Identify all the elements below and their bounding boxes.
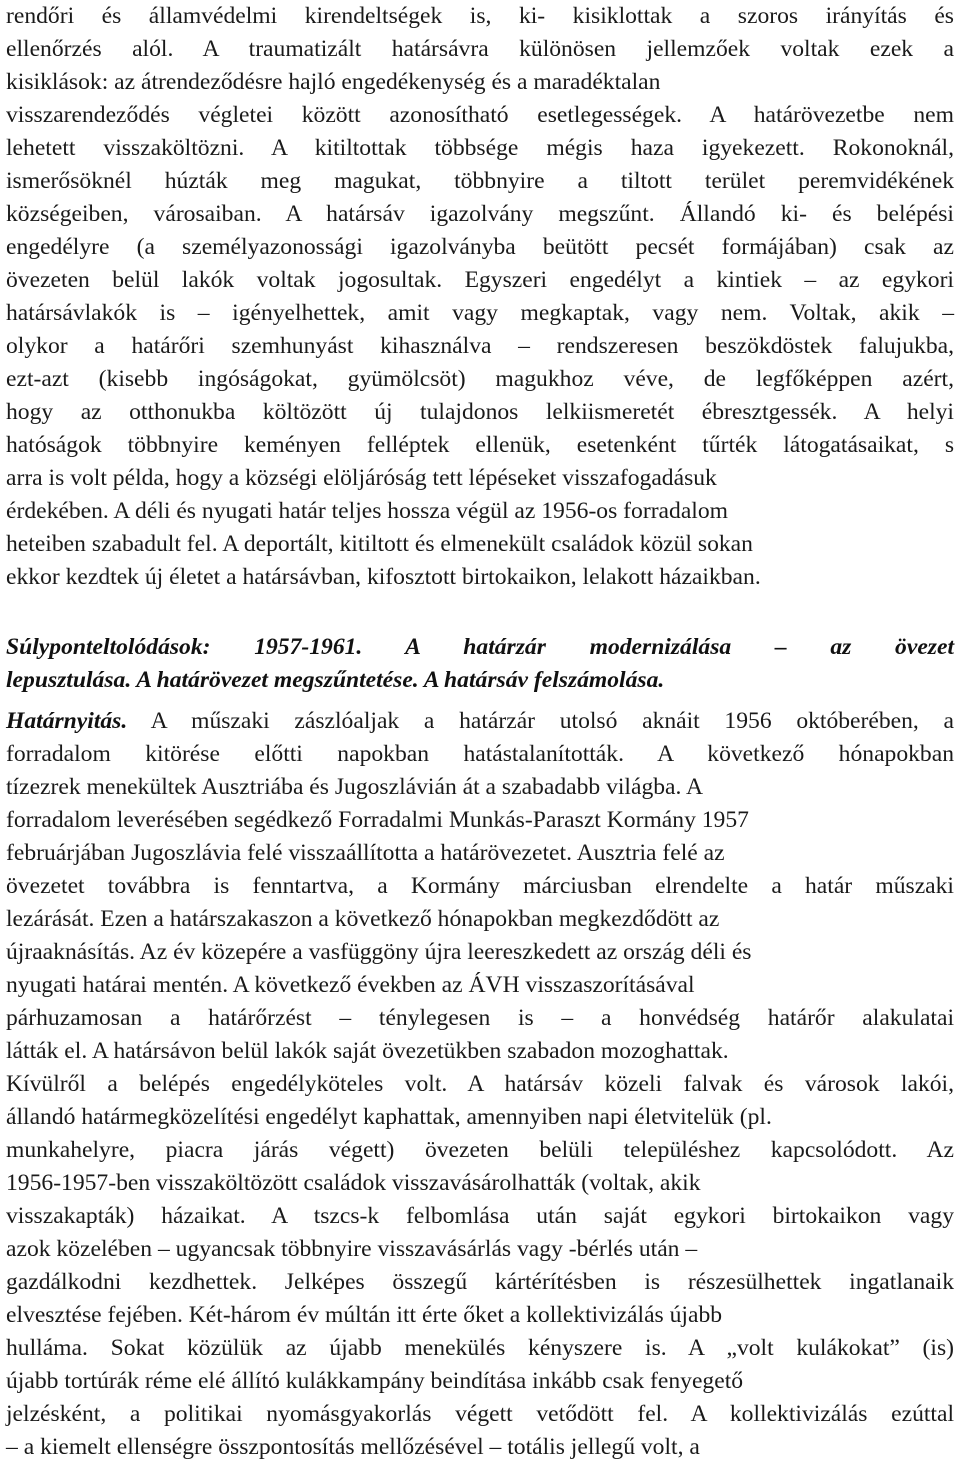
text-span: A műszaki zászlóaljak a határzár utolsó aknáit 1956 októberében, a xyxy=(127,708,954,734)
text-line: gazdálkodni kezdhettek. Jelképes összegű kártérítésben is részesülhettek ingatlanaik xyxy=(6,1269,954,1295)
text-line: övezeten belül lakók voltak jogosultak. Egyszeri engedélyt a kintiek – az egykori xyxy=(6,267,954,293)
text-line: kisiklások: az átrendeződésre hajló engedékenység és a maradéktalan xyxy=(6,69,661,95)
text-line: tízezrek menekültek Ausztriába és Jugoszlávián át a szabadabb világba. A xyxy=(6,774,704,800)
text-line: heteiben szabadult fel. A deportált, kitiltott és elmenekült családok közül sokan xyxy=(6,531,753,557)
text-line: érdekében. A déli és nyugati határ teljes hossza végül az 1956-os forradalom xyxy=(6,498,728,524)
text-line: lehetett visszaköltözni. A kitiltottak többsége mégis haza igyekezett. Rokonoknál, xyxy=(6,135,954,161)
text-line: övezetet továbbra is fenntartva, a Kormány márciusban elrendelte a határ műszaki xyxy=(6,873,954,899)
text-line: nyugati határai mentén. A következő években az ÁVH visszaszorításával xyxy=(6,972,695,998)
text-line: hatóságok többnyire keményen felléptek ellenük, esetenként tűrték látogatásaikat, s xyxy=(6,432,954,458)
text-line: ekkor kezdtek új életet a határsávban, kifosztott birtokaikon, lelakott házaikban. xyxy=(6,564,761,590)
text-line: elvesztése fejében. Két-három év múltán itt érte őket a kollektivizálás újabb xyxy=(6,1302,723,1328)
text-line: engedélyre (a személyazonossági igazolványba beütött pecsét formájában) csak az xyxy=(6,234,954,260)
text-line: azok közelében – ugyancsak többnyire visszavásárlás vagy -bérlés után – xyxy=(6,1236,698,1262)
text-line: lezárását. Ezen a határszakaszon a következő hónapokban megkezdődött az xyxy=(6,906,720,932)
text-line: munkahelyre, piacra járás végett) övezeten belüli településhez kapcsolódott. Az xyxy=(6,1137,954,1163)
text-line xyxy=(6,705,954,738)
text-line: újabb tortúrák réme elé állító kulákkampány beindítása inkább csak fenyegető xyxy=(6,1368,744,1394)
text-line: határsávlakók is – igényelhettek, amit vagy megkaptak, vagy nem. Voltak, akik – xyxy=(6,300,954,326)
text-line: Kívülről a belépés engedélyköteles volt. A határsáv közeli falvak és városok lakói, xyxy=(6,1071,954,1097)
text-line: hulláma. Sokat közülük az újabb menekülés kényszere is. A „volt kulákokat” (is) xyxy=(6,1335,954,1361)
section-heading: lepusztulása. A határövezet megszűntetése. A határsáv felszámolása. xyxy=(6,667,665,693)
text-line: 1956-1957-ben visszaköltözött családok visszavásárolhatták (voltak, akik xyxy=(6,1170,701,1196)
text-line: visszakapták) házaikat. A tszcs-k felbomlása után saját egykori birtokaikon vagy xyxy=(6,1203,954,1229)
text-line: újraaknásítás. Az év közepére a vasfüggöny újra leereszkedett az ország déli és xyxy=(6,939,752,965)
section-heading: Határnyitás. xyxy=(6,708,128,734)
text-line: februárjában Jugoszlávia felé visszaállította a határövezetet. Ausztria felé az xyxy=(6,840,725,866)
text-line: hogy az otthonukba költözött új tulajdonos lelkiismeretét ébresztgessék. A helyi xyxy=(6,399,954,425)
text-line: párhuzamosan a határőrzést – ténylegesen is – a honvédség határőr alakulatai xyxy=(6,1005,954,1031)
text-line: visszarendeződés végletei között azonosítható esetlegességek. A határövezetbe nem xyxy=(6,102,954,128)
text-line: rendőri és államvédelmi kirendeltségek is, ki- kisiklottak a szoros irányítás és xyxy=(6,3,954,29)
text-line: olykor a határőri szemhunyást kihasználva – rendszeresen beszökdöstek falujukba, xyxy=(6,333,954,359)
text-line: ezt-azt (kisebb ingóságokat, gyümölcsöt) magukhoz véve, de legfőképpen azért, xyxy=(6,366,954,392)
text-line: forradalom leverésében segédkező Forradalmi Munkás-Paraszt Kormány 1957 xyxy=(6,807,749,833)
text-line: állandó határmegközelítési engedélyt kaphattak, amennyiben napi életvitelük (pl. xyxy=(6,1104,772,1130)
text-line: látták el. A határsávon belül lakók saját övezetükben szabadon mozoghattak. xyxy=(6,1038,729,1064)
text-line: ismerősöknél húzták meg magukat, többnyire a tiltott terület peremvidékének xyxy=(6,168,954,194)
text-line: községeiben, városaiban. A határsáv igazolvány megszűnt. Állandó ki- és belépési xyxy=(6,201,954,227)
text-line: forradalom kitörése előtti napokban hatástalanították. A következő hónapokban xyxy=(6,741,954,767)
text-line: arra is volt példa, hogy a községi elöljáróság tett lépéseket visszafogadásuk xyxy=(6,465,717,491)
text-line: – a kiemelt ellenségre összpontosítás mellőzésével – totális jellegű volt, a xyxy=(6,1434,700,1460)
text-line: ellenőrzés alól. A traumatizált határsávra különösen jellemzőek voltak ezek a xyxy=(6,36,954,62)
section-heading: Súlyponteltolódások: 1957-1961. A határzár modernizálása – az övezet xyxy=(6,634,954,660)
text-line: jelzésként, a politikai nyomásgyakorlás végett vetődött fel. A kollektivizálás ezúttal xyxy=(6,1401,954,1427)
